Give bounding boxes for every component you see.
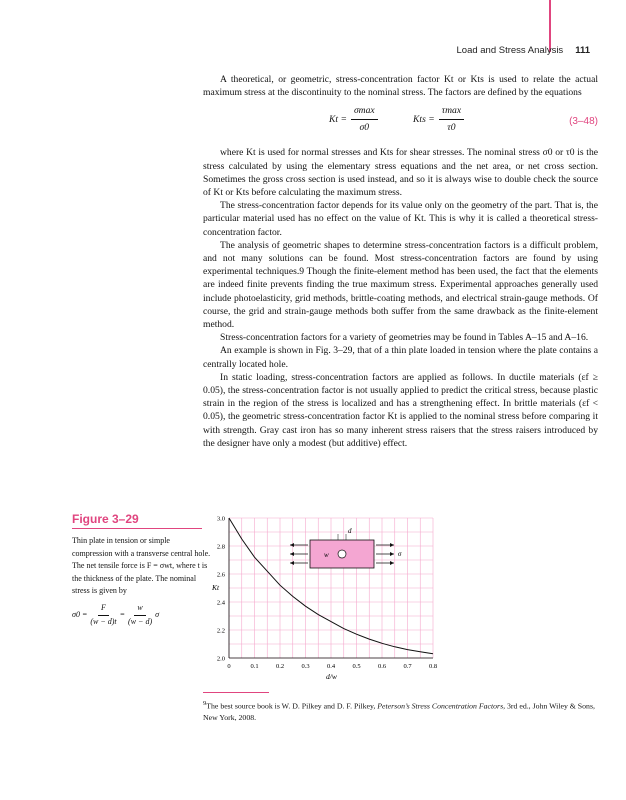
caption-text: Thin plate in tension or simple compression with a transverse central hole. The net tensile force is F = σwt, where t is the thickness of the plate. The nominal stress is given by [72, 536, 211, 596]
plate-inset [290, 527, 402, 568]
x-tick-label: 0.4 [326, 663, 336, 670]
y-tick-label: 2.6 [216, 571, 225, 579]
arrowhead-left-1 [290, 543, 294, 547]
formula-eq: = [119, 609, 126, 619]
x-tick-label: 0.7 [403, 663, 412, 670]
y-axis-label: Kt [212, 583, 220, 592]
y-tick-label: 3.0 [216, 515, 225, 523]
x-tick-label: 0.1 [250, 663, 259, 670]
kts-numerator: τmax [439, 103, 464, 119]
kts-denominator: τ0 [447, 121, 456, 133]
formula-f2-den: (w − d) [128, 616, 153, 626]
paragraph-6: An example is shown in Fig. 3–29, that of a thin plate loaded in tension where the plate contains a centrally located hole. [203, 345, 598, 370]
paragraph-2: where Kt is used for normal stresses and Kts for shear stresses. The nominal stress σ0 or τ0 is the stress calculated by using the elementary stress equations and the net area, or net cross section. Sometimes the gross cross section is used instead, and so it is always wise to double check the source of Kt or Kts before calculating the maximum stress. [203, 147, 598, 199]
hole-circle [338, 550, 346, 558]
arrowhead-right-2 [390, 552, 394, 556]
x-tick-label: 0.3 [301, 663, 310, 670]
paragraph-3: The stress-concentration factor depends for its value only on the geometry of the part. That is, the particular material used has no effect on the value of Kt. This is why it is called a theoretical stress-concentration factor. [203, 200, 598, 238]
arrowhead-left-3 [290, 561, 294, 565]
chart-grid [229, 518, 433, 658]
kts-lhs: Kts = [413, 113, 435, 125]
formula-f2-num: w [134, 602, 145, 616]
kt-lhs: Kt = [329, 113, 347, 125]
y-tick-label: 2.8 [216, 543, 225, 551]
x-tick-label: 0.8 [428, 663, 438, 670]
footnote [203, 698, 598, 724]
kt-denominator: σ0 [359, 121, 370, 133]
x-tick-label: 0.2 [275, 663, 285, 670]
footnote-text-after: , 3rd ed., John Wiley & Sons, New York, 2008. [203, 701, 595, 723]
y-tick-label: 2.0 [216, 655, 225, 663]
running-title: Load and Stress Analysis [456, 45, 564, 56]
chart-axes [217, 516, 437, 671]
paragraph-5: Stress-concentration factors for a variety of geometries may be found in Tables A–15 and A–16. [220, 332, 589, 344]
formula-tail: σ [155, 609, 160, 619]
x-axis-label: d/w [326, 672, 337, 681]
inset-d-label: d [348, 527, 352, 535]
formula-lhs: σ0 = [72, 609, 88, 619]
x-tick-label: 0.5 [352, 663, 361, 670]
y-tick-label: 2.2 [216, 627, 225, 635]
arrowhead-right-1 [390, 543, 394, 547]
formula-f1-num: F [98, 602, 109, 616]
formula-f1-den: (w − d)t [90, 616, 117, 626]
x-tick-label: 0 [227, 663, 231, 670]
footnote-marker: 9 [203, 700, 207, 707]
paragraph-1: A theoretical, or geometric, stress-concentration factor Kt or Kts is used to relate the actual maximum stress at the discontinuity to the nominal stress. The factors are defined by the equations [203, 74, 598, 99]
inset-sigma-label: σ [398, 550, 402, 558]
arrowhead-right-3 [390, 561, 394, 565]
paragraph-7: In static loading, stress-concentration factors are applied as follows. In ductile materials (εf ≥ 0.05), the stress-concentration factor is not usually applied to predict the critical stress, because plastic strain in the region of the stress is localized and has a strengthening effect. In brittle materials (εf < 0.05), the geometric stress-concentration factor Kt is applied to the nominal stress before comparing it with strength. Gray cast iron has so many inherent stress raisers that the stress raisers introduced by the designer have only a modest (but additive) effect. [203, 371, 598, 449]
figure-label: Figure 3–29 [72, 512, 139, 526]
kt-numerator: σmax [351, 103, 378, 119]
footnote-book-title: Peterson’s Stress Concentration Factors [377, 701, 504, 711]
arrowhead-left-2 [290, 552, 294, 556]
inset-w-label: w [324, 551, 329, 559]
footnote-rule [203, 692, 269, 693]
y-tick-label: 2.4 [216, 599, 225, 607]
footnote-text-before: The best source book is W. D. Pilkey and D. F. Pilkey, [206, 701, 378, 711]
page-number: 111 [575, 45, 590, 56]
equation-number: (3–48) [569, 116, 598, 128]
paragraph-4: The analysis of geometric shapes to determine stress-concentration factors is a difficult problem, and not many solutions can be found. Most stress-concentration factors are found by using experimental techniques.9 Though the finite-element method has been used, the fact that the elements are indeed finite prevents finding the true maximum stress. Experimental approaches generally used include photoelasticity, grid methods, brittle-coating methods, and electrical strain-gauge methods. Of course, the grid and strain-gauge methods both suffer from the same drawback as the finite-element method. [203, 239, 598, 331]
x-tick-label: 0.6 [377, 663, 387, 670]
